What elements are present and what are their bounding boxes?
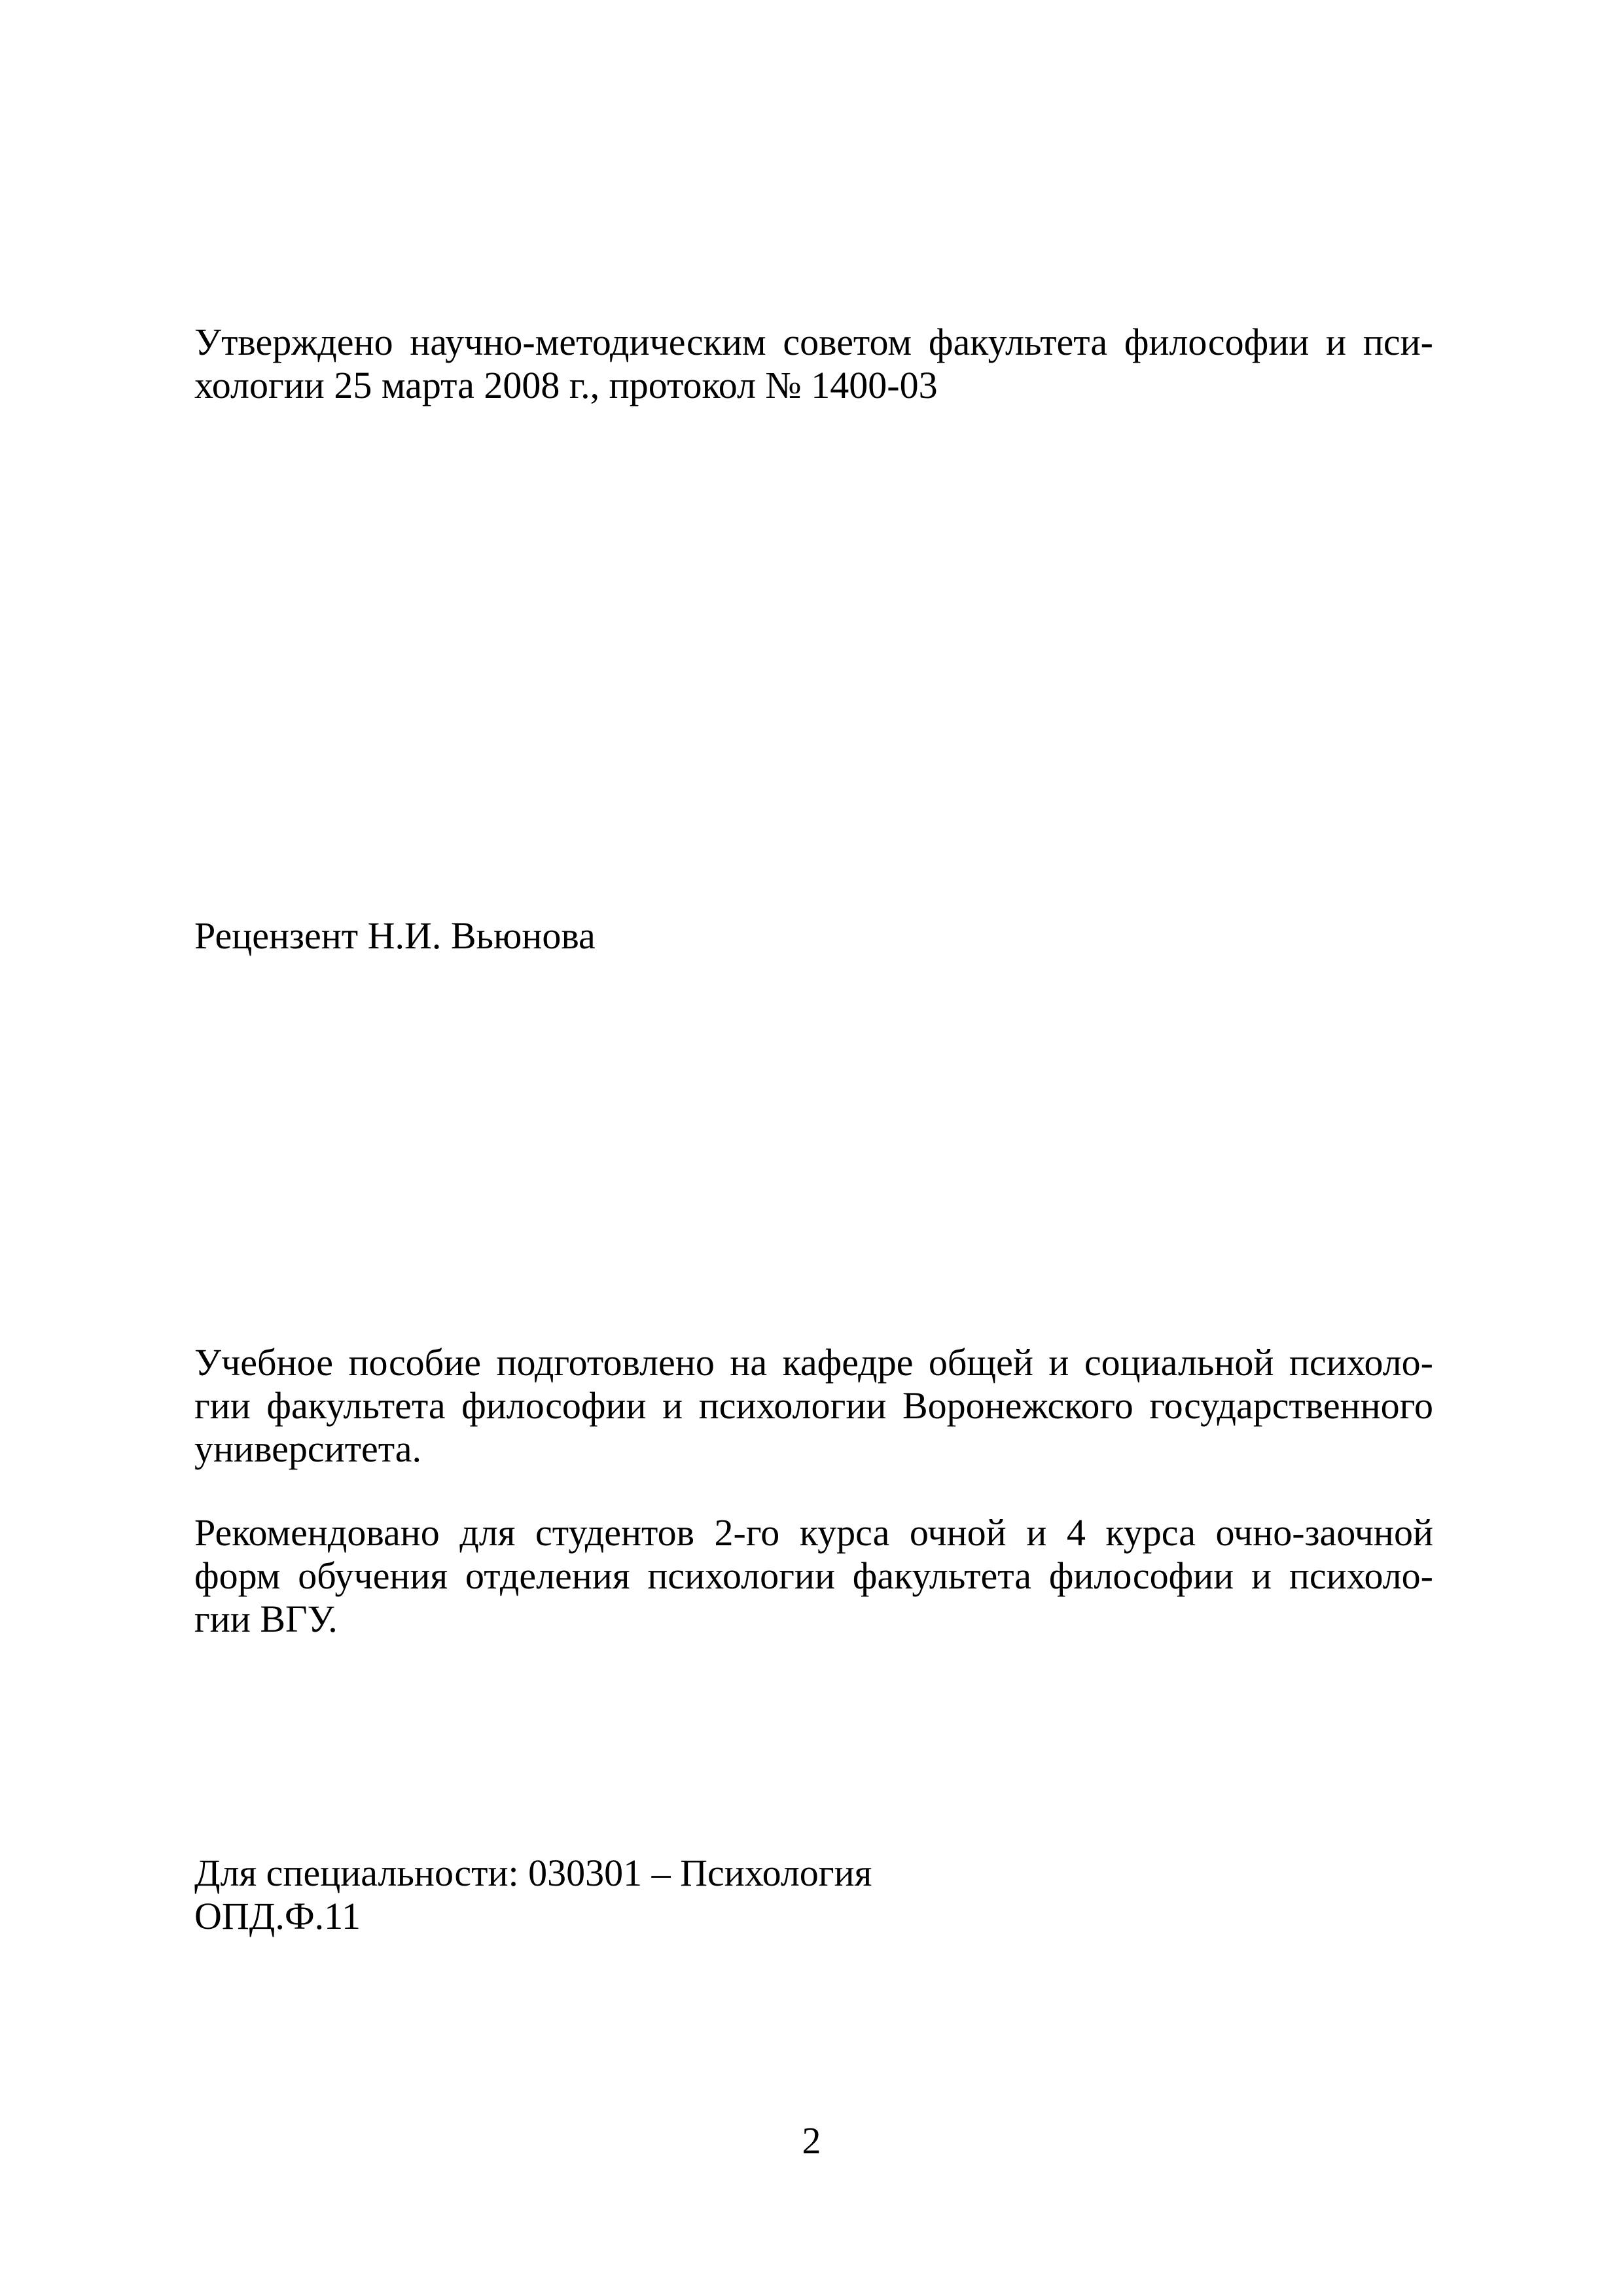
approval-line-1: Утверждено научно-методическим советом факультета философии и пси- — [194, 321, 1433, 363]
preparation-line-1: Учебное пособие подготовлено на кафедре общей и социальной психоло- — [194, 1341, 1433, 1384]
specialty-paragraph — [194, 1852, 1433, 1938]
specialty-line: Для специальности: 030301 – Психология — [194, 1852, 872, 1894]
recommendation-line-1: Рекомендовано для студентов 2-го курса очной и 4 курса очно-заочной — [194, 1511, 1433, 1554]
preparation-line-3: университета. — [194, 1427, 422, 1470]
preparation-line-2: гии факультета философии и психологии Воронежского государственного — [194, 1384, 1433, 1427]
reviewer-line: Рецензент Н.И. Вьюнова — [194, 914, 596, 957]
page-number: 2 — [802, 2119, 821, 2162]
approval-paragraph — [194, 321, 1433, 407]
approval-line-2: хологии 25 марта 2008 г., протокол № 1400-03 — [194, 364, 938, 406]
preparation-paragraph — [194, 1341, 1433, 1471]
recommendation-line-2: форм обучения отделения психологии факультета философии и психоло- — [194, 1554, 1433, 1597]
discipline-code: ОПД.Ф.11 — [194, 1895, 361, 1937]
recommendation-line-3: гии ВГУ. — [194, 1598, 338, 1640]
reviewer-paragraph — [194, 914, 1433, 958]
recommendation-paragraph — [194, 1511, 1433, 1641]
